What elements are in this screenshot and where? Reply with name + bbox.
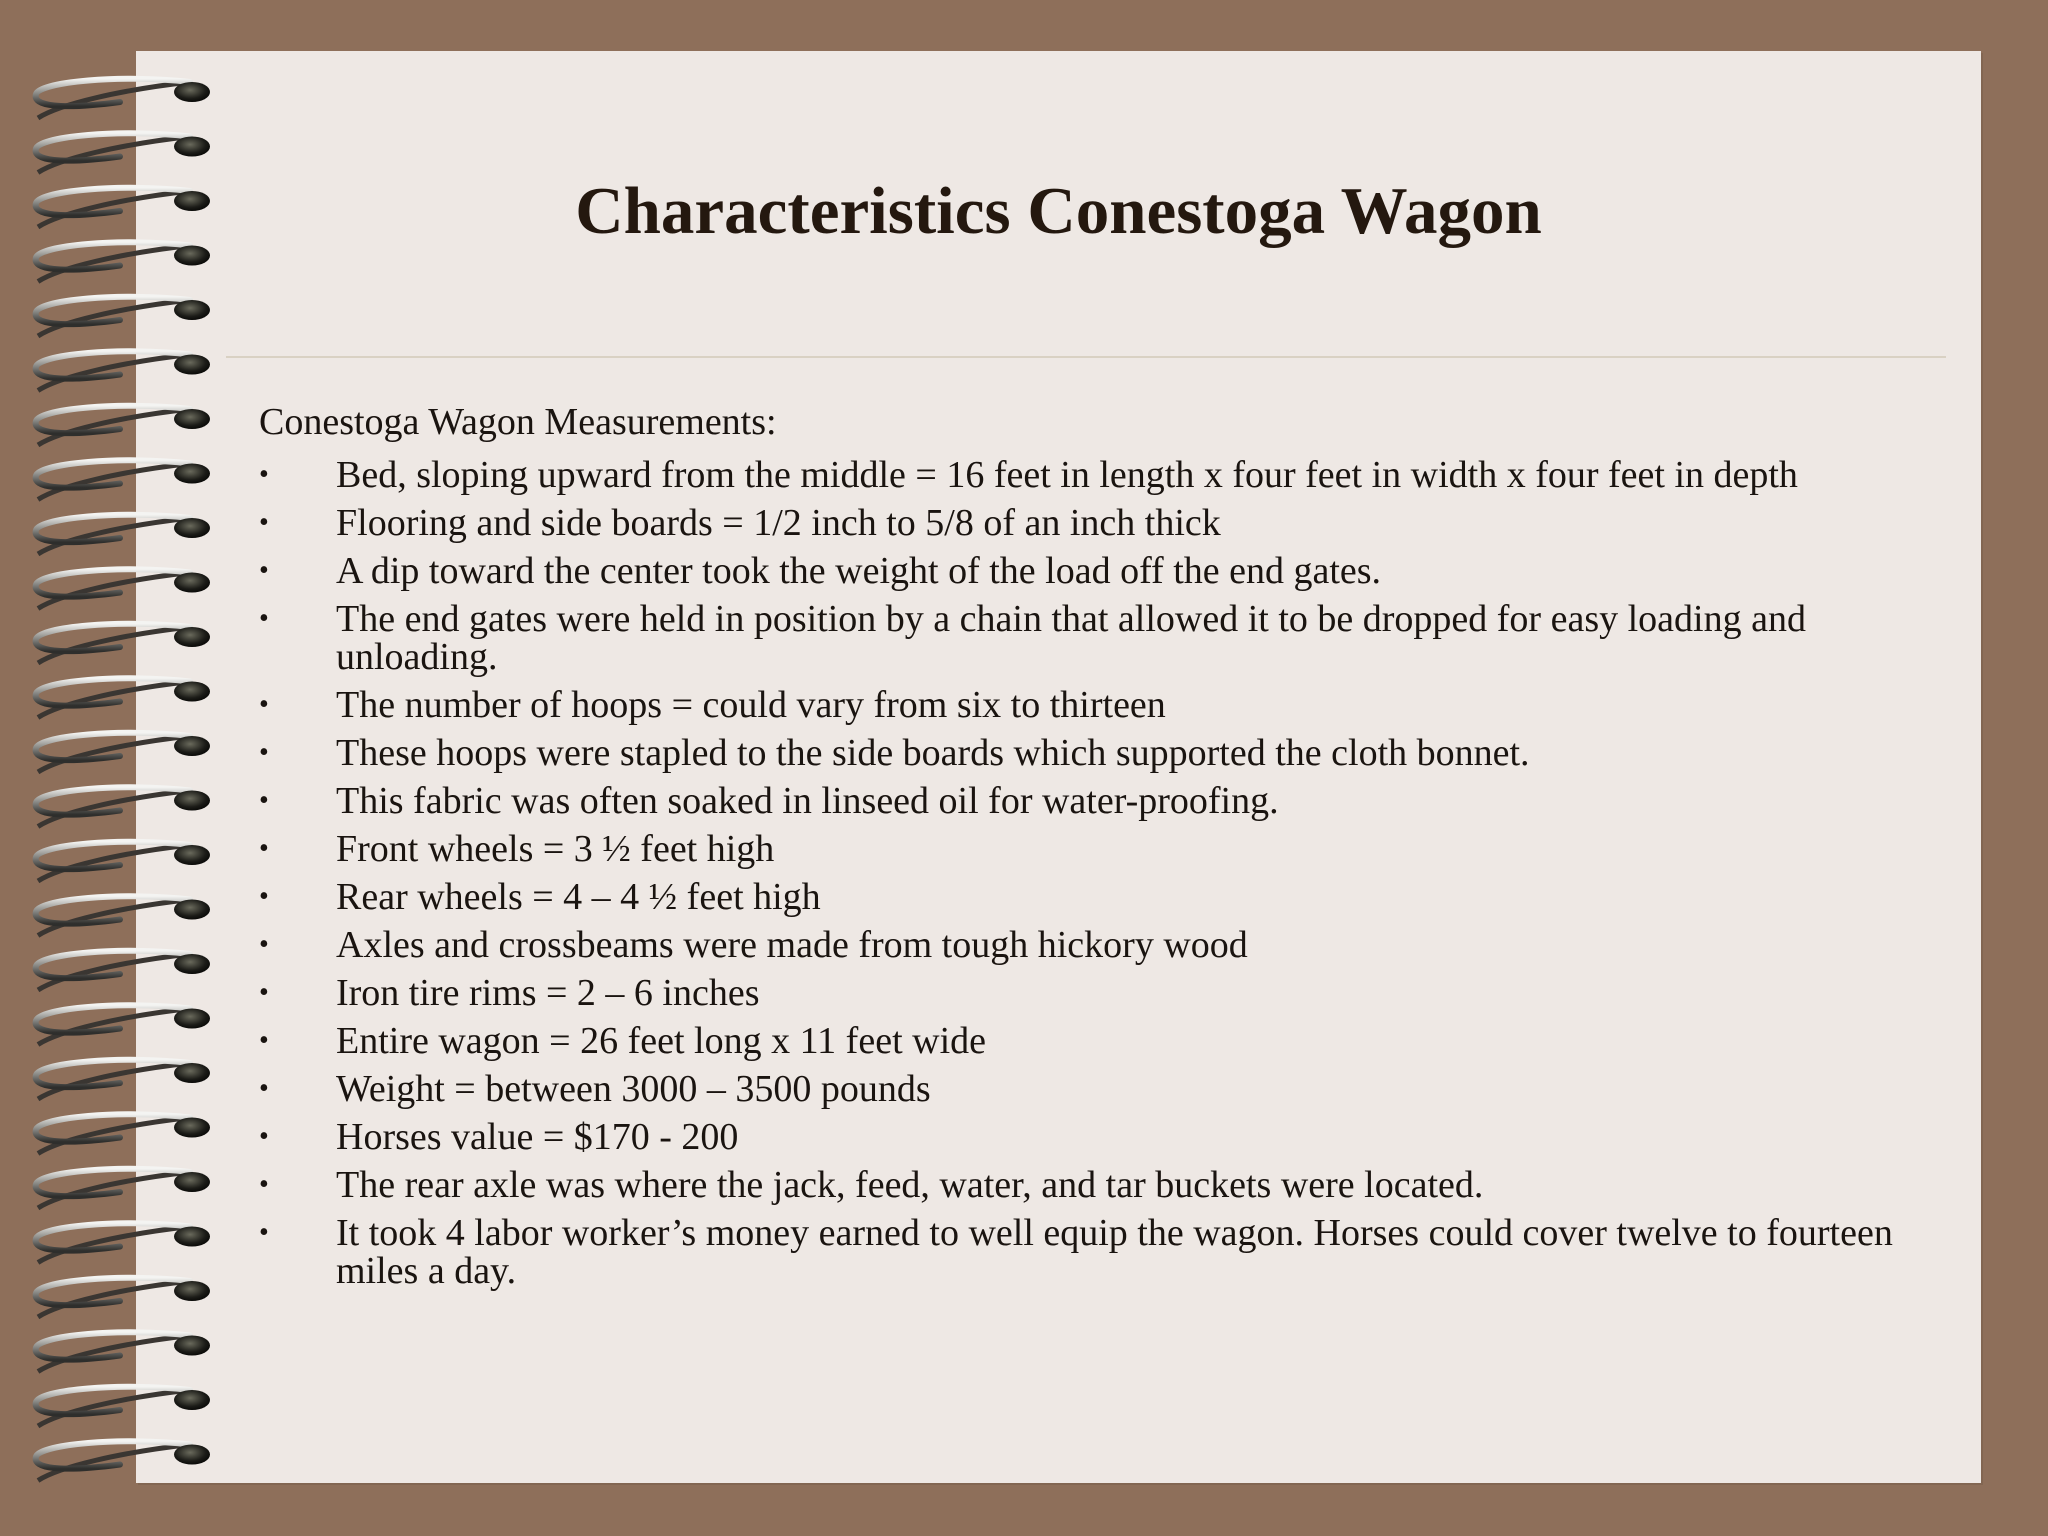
bullet-list: [259, 456, 1899, 1290]
spiral-coil: [36, 1114, 210, 1153]
bullet-text: The number of hoops = could vary from six to thirteen: [336, 684, 1166, 726]
spiral-coil: [36, 133, 210, 172]
spiral-coil: [36, 515, 210, 554]
bullet-text: Bed, sloping upward from the middle = 16 feet in length x four feet in width x four feet in depth: [336, 454, 1798, 496]
bullet-dot: •: [259, 929, 269, 960]
bullet-text: Entire wagon = 26 feet long x 11 feet wide: [336, 1020, 986, 1062]
spiral-coil: [36, 787, 210, 826]
title-divider: [226, 356, 1946, 358]
bullet-dot: •: [259, 1217, 269, 1248]
bullet-item: [259, 782, 1899, 820]
spiral-coil: [36, 624, 210, 663]
spiral-coil: [36, 79, 210, 118]
spiral-coil: [36, 242, 210, 281]
bullet-text: The end gates were held in position by a chain that allowed it to be dropped for easy loading and unloading.: [336, 598, 1806, 678]
bullet-text: Horses value = $170 - 200: [336, 1116, 739, 1158]
bullet-dot: •: [259, 1073, 269, 1104]
spiral-coil: [36, 1223, 210, 1262]
bullet-item: [259, 878, 1899, 916]
spiral-coil: [36, 896, 210, 935]
content-body: [259, 398, 1899, 1290]
bullet-dot: •: [259, 507, 269, 538]
bullet-dot: •: [259, 833, 269, 864]
bullet-dot: •: [259, 459, 269, 490]
bullet-item: [259, 504, 1899, 542]
spiral-coil: [36, 460, 210, 499]
spiral-coil: [36, 733, 210, 772]
bullet-item: [259, 686, 1899, 724]
bullet-dot: •: [259, 785, 269, 816]
bullet-item: [259, 600, 1899, 676]
spiral-coil: [36, 678, 210, 717]
bullet-text: These hoops were stapled to the side boards which supported the cloth bonnet.: [336, 732, 1530, 774]
spiral-coil: [36, 1169, 210, 1208]
spiral-coil: [36, 569, 210, 608]
spiral-coil: [36, 351, 210, 390]
bullet-text: The rear axle was where the jack, feed, water, and tar buckets were located.: [336, 1164, 1484, 1206]
bullet-item: [259, 1070, 1899, 1108]
spiral-coil: [36, 1005, 210, 1044]
bullet-text: Weight = between 3000 – 3500 pounds: [336, 1068, 931, 1110]
spiral-coil: [36, 1332, 210, 1371]
bullet-item: [259, 974, 1899, 1012]
bullet-text: Axles and crossbeams were made from tough hickory wood: [336, 924, 1248, 966]
bullet-item: [259, 1166, 1899, 1204]
bullet-item: [259, 1118, 1899, 1156]
spiral-coil: [36, 1387, 210, 1426]
bullet-text: A dip toward the center took the weight of the load off the end gates.: [336, 550, 1382, 592]
spiral-coil: [36, 406, 210, 445]
bullet-item: [259, 1022, 1899, 1060]
bullet-text: Front wheels = 3 ½ feet high: [336, 828, 775, 870]
bullet-dot: •: [259, 555, 269, 586]
bullet-item: [259, 926, 1899, 964]
bullet-dot: •: [259, 689, 269, 720]
bullet-text: Iron tire rims = 2 – 6 inches: [336, 972, 760, 1014]
bullet-item: [259, 552, 1899, 590]
bullet-item: [259, 1214, 1899, 1290]
spiral-coil: [36, 951, 210, 990]
bullet-text: Rear wheels = 4 – 4 ½ feet high: [336, 876, 821, 918]
bullet-text: Flooring and side boards = 1/2 inch to 5/8 of an inch thick: [336, 502, 1221, 544]
bullet-dot: •: [259, 1121, 269, 1152]
bullet-item: [259, 830, 1899, 868]
spiral-coil: [36, 1441, 210, 1480]
spiral-coil: [36, 297, 210, 336]
bullet-item: [259, 734, 1899, 772]
bullet-dot: •: [259, 737, 269, 768]
bullet-text: This fabric was often soaked in linseed oil for water-proofing.: [336, 780, 1279, 822]
bullet-dot: •: [259, 1169, 269, 1200]
intro-heading: Conestoga Wagon Measurements:: [259, 401, 777, 443]
slide-title: Characteristics Conestoga Wagon: [575, 174, 1542, 248]
spiral-coil: [36, 1278, 210, 1317]
bullet-dot: •: [259, 881, 269, 912]
bullet-text: It took 4 labor worker’s money earned to well equip the wagon. Horses could cover twelve to fourteen miles a day.: [336, 1212, 1893, 1292]
bullet-dot: •: [259, 977, 269, 1008]
bullet-dot: •: [259, 603, 269, 634]
bullet-item: [259, 456, 1899, 494]
spiral-coil: [36, 842, 210, 881]
spiral-coil: [36, 1060, 210, 1099]
spiral-binding-icon: [0, 50, 240, 1490]
bullet-dot: •: [259, 1025, 269, 1056]
